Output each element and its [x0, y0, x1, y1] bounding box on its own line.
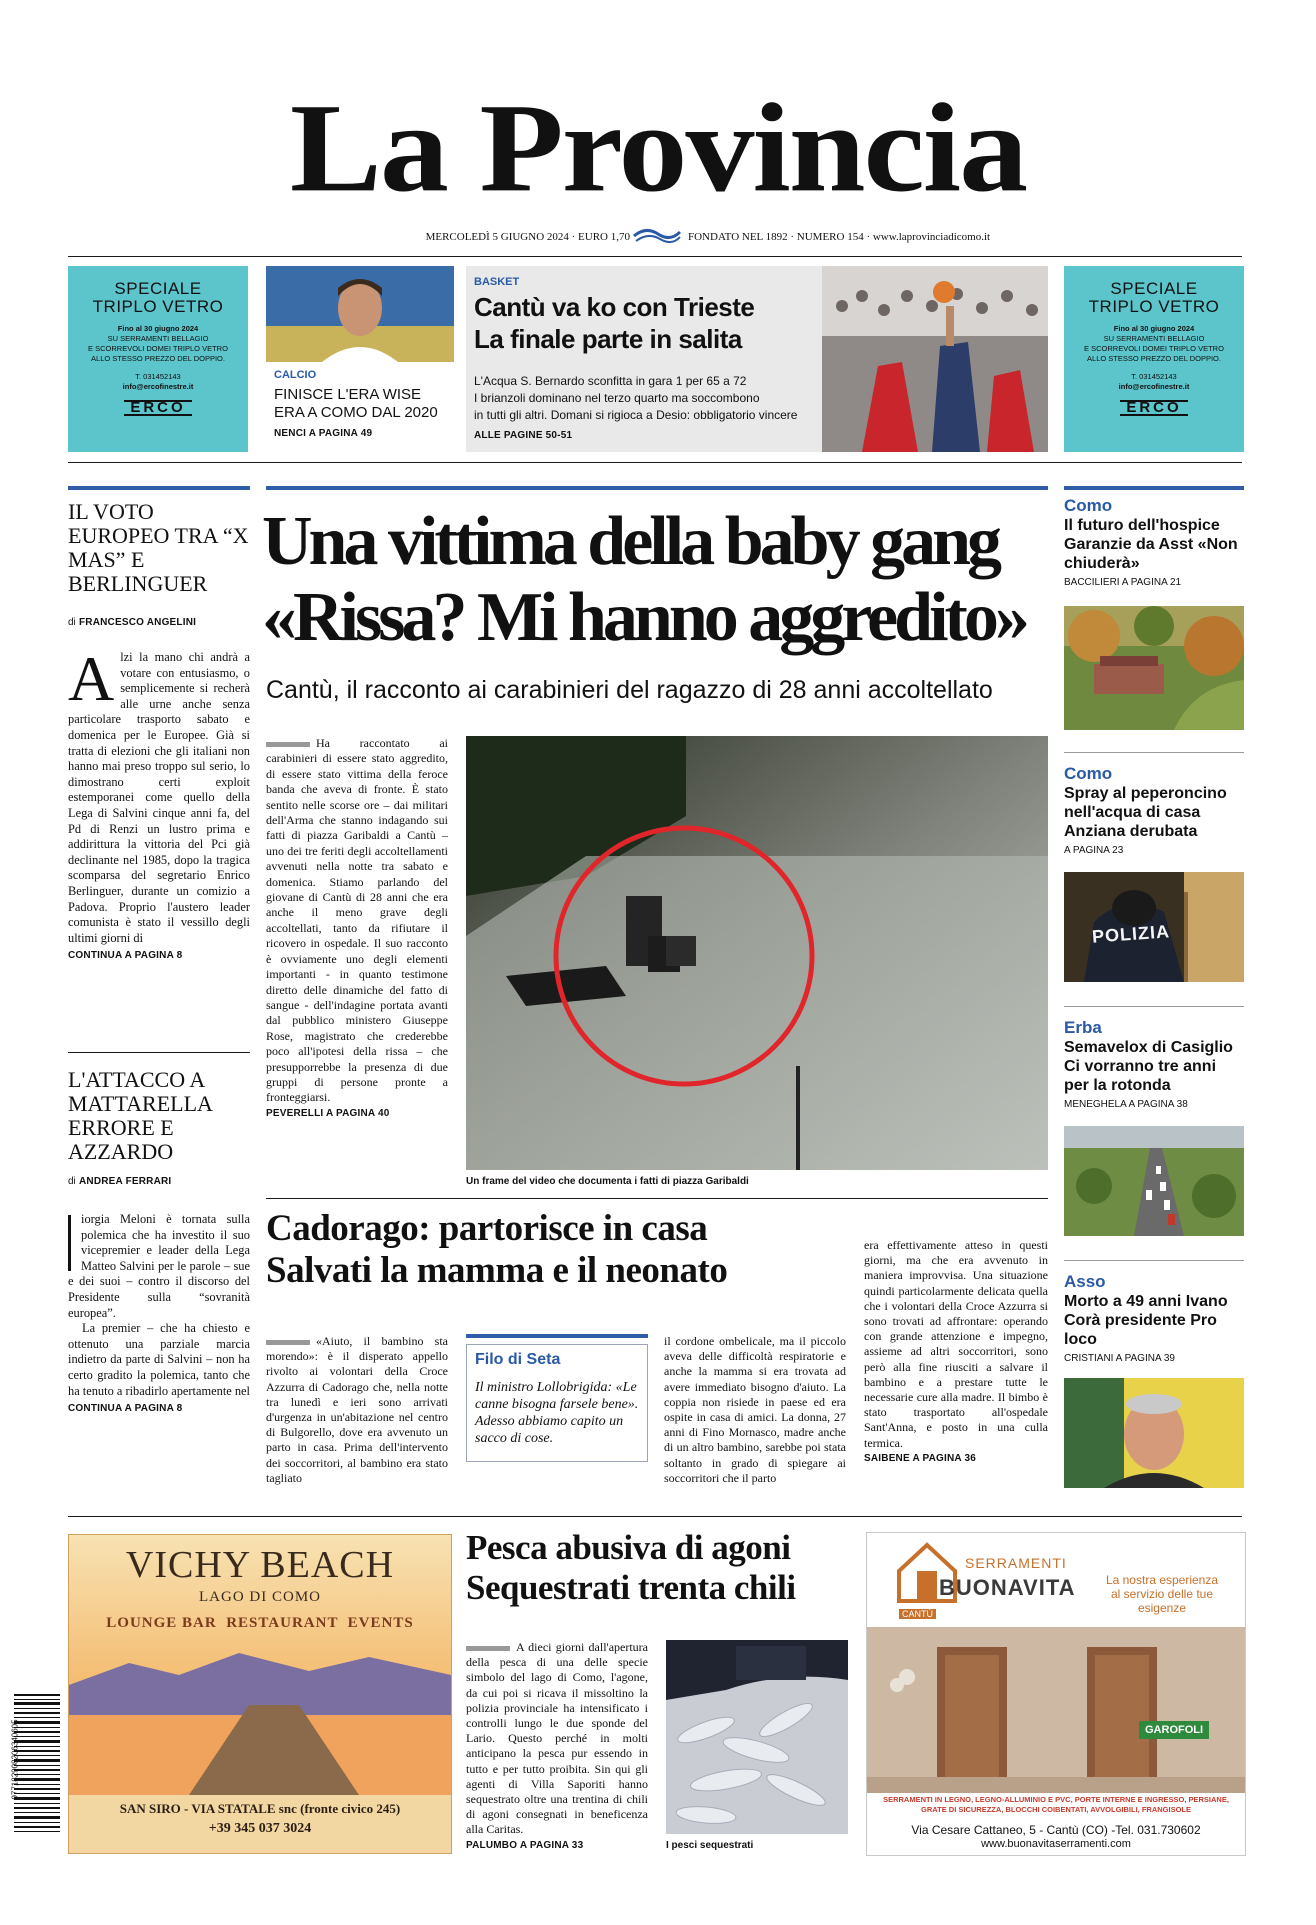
lead-blue-rule	[266, 486, 1048, 490]
sidebar-item-kicker: Como	[1064, 764, 1113, 783]
sidebar-item-ref: CRISTIANI A PAGINA 39	[1064, 1353, 1175, 1364]
dateline-right: FONDATO NEL 1892 · NUMERO 154 · www.laprovinciadicomo.it	[688, 231, 991, 243]
barcode-number: 977182908206340605	[10, 1719, 20, 1800]
lead-text: Ha raccontato ai carabinieri di essere stato aggredito, di essere stato vittima della feroce banda che aveva di fronte. È stato sentito nelle scorse ore – dai militari dell'Arma che stanno indagando sui fatti di piazza Garibaldi a Cantù – uno dei tre feriti degli accoltellamenti avvenuti nella notte tra sabato e domenica. Stiamo parlando del giovane di Cantù di 28 anni che era anche il meno grave degli accoltellati, tanto da rifiutare il ricovero in ospedale. Il suo racconto è ovviamente uno degli elementi importanti - in quanto testimone diretto delle dinamiche del fatto di sangue - dell'indagine portata avanti dal pubblico ministero Giuseppe Rose, magistrato che crederebbe poco all'ipotesi della rissa – che presupporrebbe la presenza di due gruppi di persone pronte a fronteggiarsi.	[266, 736, 448, 1105]
editorial2-author: ANDREA FERRARI	[78, 1176, 172, 1187]
teaser-basket-sub2: I brianzoli dominano nel terzo quarto ma soccombono	[474, 391, 760, 405]
sidebar-item-title: Semavelox di Casiglio Ci vorranno tre anni per la rotonda	[1064, 1039, 1233, 1094]
ad-title-2: TRIPLO VETRO	[92, 297, 224, 316]
ad-email: info@ercofinestre.it	[122, 382, 194, 391]
cadorago-col3	[864, 1238, 1048, 1466]
lead-subhead: Cantù, il racconto ai carabinieri del ragazzo di 28 anni accoltellato	[266, 676, 993, 704]
lead-body	[266, 736, 448, 1121]
masthead-title: La Provincia	[289, 77, 1027, 218]
portrait-photo	[1064, 1378, 1244, 1488]
pesca-ref[interactable]: PALUMBO A PAGINA 33	[466, 1839, 584, 1851]
editorial-separator	[68, 1052, 250, 1053]
teaser-basket[interactable]	[466, 266, 1048, 452]
pesca-body	[466, 1640, 648, 1853]
sidebar-item-3[interactable]	[1064, 1018, 1244, 1110]
sidebar-separator-1	[1064, 752, 1244, 753]
garofoli-logo: GAROFOLI	[1139, 1721, 1209, 1739]
cadorago-ref[interactable]: SAIBENE A PAGINA 36	[864, 1452, 976, 1464]
ad-desc-1: SU SERRAMENTI BELLAGIO	[1103, 334, 1205, 343]
filo-di-seta-box	[466, 1344, 648, 1462]
pesca-headline1: Pesca abusiva di agoni	[466, 1528, 791, 1567]
teaser-basket-sub1: L'Acqua S. Bernardo sconfitta in gara 1 per 65 a 72	[474, 374, 747, 388]
sidebar-separator-2	[1064, 1006, 1244, 1007]
ad-title-2: TRIPLO VETRO	[1088, 297, 1220, 316]
wave-logo-icon	[632, 224, 682, 246]
ad-desc-3: ALLO STESSO PREZZO DEL DOPPIO.	[1087, 354, 1221, 363]
sidebar-item-4[interactable]	[1064, 1272, 1244, 1364]
lead-photo	[466, 736, 1048, 1170]
teaser-basket-sub3: in tutti gli altri. Domani si rigioca a Desio: obbligatorio vincere	[474, 408, 798, 422]
cadorago-col3-text: era effettivamente atteso in questi giorni, ma che era avvenuto in maniera improvvisa. Una situazione quindi particolarmente delicata quella che i volontari della Croce Azzurra si sono trovati ad affrontare: operando con grande attenzione e impegno, assieme ad altri soccorritori, sono però alla fine riusciti a salvare il bambino e a prestare tutte le necessarie cure alla madre. Il bimbo è stato trasportato all'ospedale Sant'Anna, e posto in una culla termica.	[864, 1238, 1048, 1450]
ad-title-1: SPECIALE	[1110, 279, 1198, 298]
editorial2-text2: La premier – che ha chiesto e ottenuto una parziale marcia indietro da parte di Salvini – non ha certo gradito la polemica, tanto che ha tenuto a ribadirlo apertamente nel	[68, 1321, 250, 1398]
cadorago-col1	[266, 1334, 448, 1486]
cadorago-col2-text: il cordone ombelicale, ma il piccolo aveva delle difficoltà respiratorie e anche la mamma si era trovata ad avere immediato bisogno d'aiuto. La coppia non risiede in paese ed era ospite in casa di amici. La donna, 27 anni di Fino Mornasco, madre anche di un altro bambino, sarebbe poi stata soltanto in grado di spiegare ai soccorritori che il parto	[664, 1334, 846, 1485]
sidebar-blue-rule	[1064, 486, 1244, 490]
editorial2-bar	[68, 1215, 71, 1271]
sidebar-item-title: Il futuro dell'hospice Garanzie da Asst «Non chiuderà»	[1064, 517, 1238, 572]
editorial1-title: IL VOTO EUROPEO TRA “X MAS” E BERLINGUER	[68, 499, 249, 596]
lead-bar	[266, 742, 310, 747]
teaser-calcio-ref: NENCI A PAGINA 49	[274, 428, 373, 439]
sidebar-item-title: Spray al peperoncino nell'acqua di casa Anziana derubata	[1064, 785, 1227, 840]
lead-headline1: Una vittima della baby gang	[262, 503, 998, 580]
basket-photo	[822, 266, 1048, 452]
teaser-basket-ref: ALLE PAGINE 50-51	[474, 430, 573, 441]
teaser-basket-kicker: BASKET	[474, 276, 520, 288]
ad-offer: Fino al 30 giugno 2024	[117, 324, 199, 333]
editorial2-body	[68, 1212, 250, 1417]
erco-logo: ERCO	[1120, 400, 1187, 416]
buonavita-brand: BUONAVITA	[939, 1575, 1076, 1600]
police-photo	[1064, 872, 1244, 982]
fish-photo	[666, 1640, 848, 1834]
coach-photo	[266, 266, 454, 362]
ad-erco-right[interactable]	[1064, 266, 1244, 452]
teaser-basket-headline2: La finale parte in salita	[474, 324, 742, 354]
sidebar-item-ref: MENEGHELA A PAGINA 38	[1064, 1099, 1188, 1110]
buonavita-slogan1: La nostra esperienza	[1105, 1573, 1219, 1587]
pesca-text: A dieci giorni dall'apertura della pesca di una delle specie simbolo del lago di Como, l'agone, da cui poi si ricava il missoltino la polizia provinciale ha intensificato i controlli lungo le due sponde del Lario. Questo perché in molti anticipano la pesca pur essendo in tutto e per tutto proibita. Sin qui gli agenti di Villa Saporiti hanno sequestrato oltre una trentina di chili di agoni consegnati in beneficenza alla Caritas.	[466, 1640, 648, 1837]
editorial1-body	[68, 643, 250, 964]
ad-buonavita[interactable]	[866, 1532, 1246, 1856]
sidebar-item-ref: BACCILIERI A PAGINA 21	[1064, 577, 1182, 588]
lead-headline2: «Rissa? Mi hanno aggredito»	[262, 579, 1026, 656]
vichy-services: LOUNGE BAR RESTAURANT EVENTS	[106, 1615, 414, 1631]
sidebar-item-title: Morto a 49 anni Ivano Corà presidente Pro loco	[1064, 1293, 1228, 1348]
lead-caption: Un frame del video che documenta i fatti di piazza Garibaldi	[466, 1176, 749, 1187]
dateline-left: MERCOLEDÌ 5 GIUGNO 2024 · EURO 1,70	[425, 231, 630, 243]
top-section-rule	[68, 462, 1242, 463]
mid-bottom-rule	[68, 1516, 1242, 1517]
buonavita-address: Via Cesare Cattaneo, 5 - Cantù (CO) -Tel. 031.730602	[911, 1823, 1201, 1837]
cadorago-bar	[266, 1340, 310, 1345]
sidebar-item-kicker: Erba	[1064, 1018, 1102, 1037]
pesca-headline2: Sequestrati trenta chili	[466, 1568, 796, 1607]
editorial2-text: iorgia Meloni è tornata sulla polemica che ha investito il suo vicepremier e leader della Lega Matteo Salvini per le parole – sue e dei suoi – contro il discorso del Presidente sulla “sovranità europea”.	[68, 1212, 250, 1320]
teaser-calcio-line1: FINISCE L'ERA WISE	[274, 386, 422, 403]
ad-desc-2: E SCORREVOLI DOMEI TRIPLO VETRO	[1084, 344, 1224, 353]
sidebar-item-kicker: Como	[1064, 496, 1113, 515]
editorial1-text: lzi la mano chi andrà a votare con entusiasmo, o semplicemente si recherà alle urne anche senza particolare trasporto sabato e domenica per le Europee. Già si tratta di elezioni che gli italiani non hanno mai preso troppo sul serio, lo dimostrano certi exploit estemporanei come quello della Lega di Salvini cinque anni fa, del Pd di Renzi un lustro prima e addirittura la vittoria del Pci già declinante nel 1985, dopo la tragica scomparsa del segretario Enrico Berlinguer, durante un comizio a Padova. Proprio l'austero leader comunista è stato il vessillo degli ultimi giorni di	[68, 650, 250, 945]
sidebar-item-kicker: Asso	[1064, 1272, 1106, 1291]
cadorago-col2	[664, 1334, 846, 1486]
police-jacket-text: POLIZIA	[1091, 921, 1171, 947]
byline-prefix: di	[68, 617, 76, 628]
lead-bottom-rule	[266, 1198, 1048, 1199]
buonavita-brand-top: SERRAMENTI	[965, 1555, 1067, 1571]
ad-desc-3: ALLO STESSO PREZZO DEL DOPPIO.	[91, 354, 225, 363]
cadorago-col1-text: «Aiuto, il bambino sta morendo»: è il disperato appello rivolto ai volontari della Croce Azzurra di Cadorago che, nella notte tra lunedì e ieri sono arrivati d'urgenza in un'abitazione nel centro di Bulgorello, dove era avvenuto un parto in casa. Prima dell'intervento dei soccorritori, al bambino era stato tagliato	[266, 1334, 448, 1485]
vichy-phone: +39 345 037 3024	[208, 1821, 312, 1836]
pesca-bar	[466, 1646, 510, 1651]
lead-ref[interactable]: PEVERELLI A PAGINA 40	[266, 1107, 390, 1119]
teaser-calcio-line2: ERA A COMO DAL 2020	[274, 404, 438, 421]
cadorago-headline2: Salvati la mamma e il neonato	[266, 1250, 728, 1291]
buonavita-web: www.buonavitaserramenti.com	[981, 1838, 1131, 1850]
editorial1-blue-rule	[68, 486, 250, 490]
doors-photo	[867, 1627, 1245, 1793]
editorial2-continue[interactable]: CONTINUA A PAGINA 8	[68, 1403, 183, 1415]
ad-vichy-beach[interactable]	[68, 1534, 452, 1854]
ad-email: info@ercofinestre.it	[1118, 382, 1190, 391]
sidebar-item-ref: A PAGINA 23	[1064, 845, 1124, 856]
sidebar-separator-3	[1064, 1260, 1244, 1261]
ad-offer: Fino al 30 giugno 2024	[1113, 324, 1195, 333]
editorial2-title: L'ATTACCO A MATTARELLA ERRORE E AZZARDO	[68, 1067, 212, 1164]
buonavita-slogan2: al servizio delle tue	[1110, 1587, 1214, 1601]
buonavita-brand-small: CANTÙ	[899, 1609, 936, 1619]
road-photo	[1064, 1126, 1244, 1236]
ad-phone: T. 031452143	[135, 372, 181, 381]
erco-logo: ERCO	[124, 400, 191, 416]
ad-erco-left[interactable]	[68, 266, 248, 452]
hospice-photo	[1064, 606, 1244, 730]
ad-phone: T. 031452143	[1131, 372, 1177, 381]
teaser-calcio[interactable]	[266, 266, 454, 452]
vichy-address: SAN SIRO - VIA STATALE snc (fronte civico 245)	[119, 1801, 401, 1816]
vichy-subtitle: LAGO DI COMO	[199, 1589, 321, 1605]
editorial2-byline	[68, 1176, 171, 1187]
sidebar-item-2[interactable]	[1064, 764, 1244, 856]
byline-prefix: di	[68, 1176, 76, 1187]
pesca-caption: I pesci sequestrati	[666, 1840, 754, 1851]
editorial1-author: FRANCESCO ANGELINI	[78, 617, 197, 628]
vichy-title: VICHY BEACH	[125, 1544, 395, 1586]
buonavita-products: SERRAMENTI IN LEGNO, LEGNO-ALLUMINIO E PVC, PORTE INTERNE E INGRESSO, PERSIANE, GRATE DI SICUREZZA, BLOCCHI COIBENTATI, AVVOLGIBILI, FRANGISOLE	[883, 1795, 1229, 1814]
ad-desc-2: E SCORREVOLI DOMEI TRIPLO VETRO	[88, 344, 228, 353]
ad-title-1: SPECIALE	[114, 279, 202, 298]
editorial1-continue[interactable]: CONTINUA A PAGINA 8	[68, 950, 183, 962]
ad-desc-1: SU SERRAMENTI BELLAGIO	[107, 334, 209, 343]
teaser-basket-headline1: Cantù va ko con Trieste	[474, 292, 755, 322]
filo-blue-rule	[466, 1334, 648, 1338]
masthead-rule	[68, 256, 1242, 257]
filo-text: Il ministro Lollobrigida: «Le canne bisogna farsele bene». Adesso abbiamo capito un sacco di cose.	[475, 1380, 639, 1446]
buonavita-slogan3: esigenze	[1137, 1601, 1187, 1615]
sidebar-item-1[interactable]	[1064, 496, 1244, 588]
editorial1-byline	[68, 617, 196, 628]
editorial1-dropcap: A	[68, 643, 115, 714]
filo-kicker: Filo di Seta	[475, 1351, 561, 1368]
cadorago-headline1: Cadorago: partorisce in casa	[266, 1208, 708, 1249]
teaser-calcio-kicker: CALCIO	[274, 369, 317, 381]
